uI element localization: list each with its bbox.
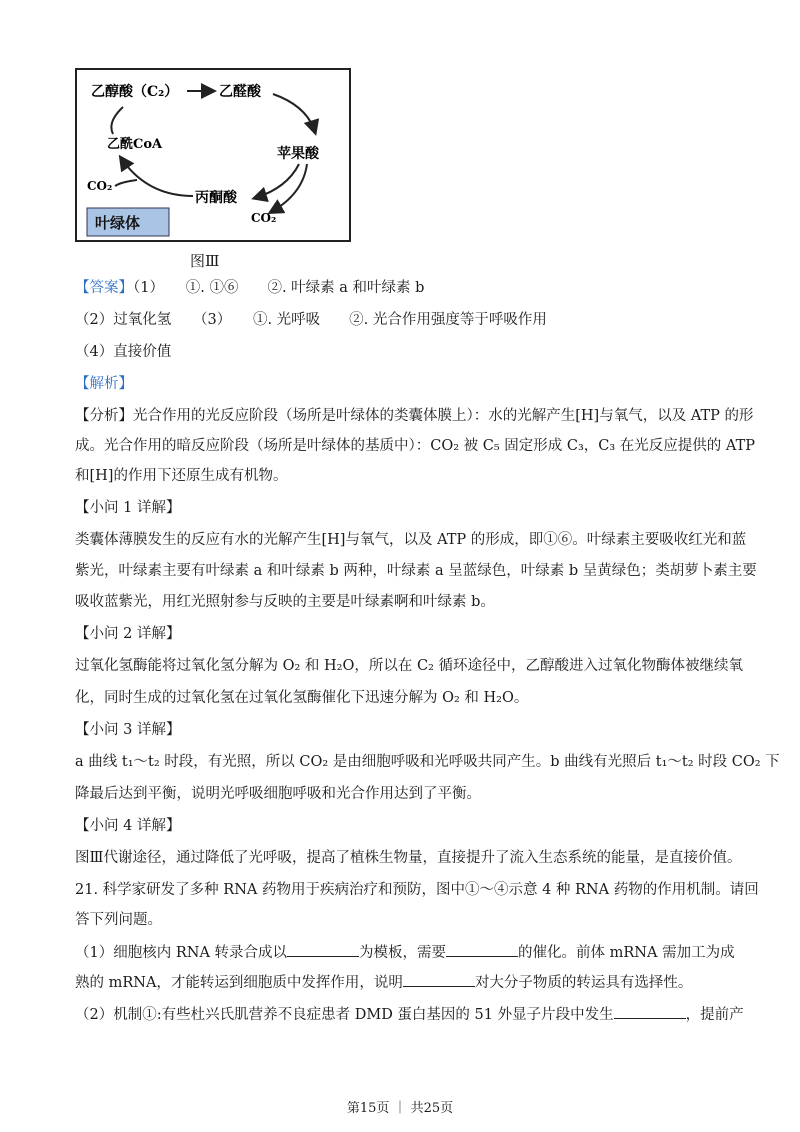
blank-3[interactable] bbox=[403, 972, 475, 987]
answer-line-2: （2）过氧化氢 （3） ①. 光呼吸 ②. 光合作用强度等于呼吸作用 bbox=[75, 312, 547, 328]
node-glycolate: 乙醇酸（C₂） bbox=[91, 84, 179, 100]
node-co2-bottom: CO₂ bbox=[251, 211, 277, 225]
node-glyoxylate: 乙醛酸 bbox=[219, 84, 261, 100]
node-malate: 苹果酸 bbox=[277, 146, 319, 162]
q2-line-1: 过氧化氢酶能将过氧化氢分解为 O₂ 和 H₂O，所以在 C₂ 循环途径中，乙醇酸进入过氧化物酶体被继续氧 bbox=[75, 658, 743, 674]
q2-title: 【小问 2 详解】 bbox=[75, 626, 181, 642]
q3-line-2: 降最后达到平衡，说明光呼吸细胞呼吸和光合作用达到了平衡。 bbox=[75, 786, 481, 802]
figure-caption: 图Ⅲ bbox=[190, 252, 220, 270]
q4-title: 【小问 4 详解】 bbox=[75, 818, 181, 834]
analysis-line-3: 和[H]的作用下还原生成有机物。 bbox=[75, 468, 288, 484]
q3-title: 【小问 3 详解】 bbox=[75, 722, 181, 738]
q3-line-1: a 曲线 t₁～t₂ 时段，有光照，所以 CO₂ 是由细胞呼吸和光呼吸共同产生。b 曲线有光照后 t₁～t₂ 时段 CO₂ 下 bbox=[75, 754, 780, 770]
chloroplast-label: 叶绿体 bbox=[95, 214, 141, 232]
arrow-malate-pyruvate bbox=[255, 164, 299, 198]
node-pyruvate: 丙酮酸 bbox=[195, 190, 237, 206]
blank-4[interactable] bbox=[614, 1004, 686, 1019]
node-acetyl-coa: 乙酰CoA bbox=[107, 137, 163, 152]
answer-line-1: 【答案】（1） ①. ①⑥ ②. 叶绿素 a 和叶绿素 b bbox=[75, 280, 425, 296]
analysis-line-1: 【分析】光合作用的光反应阶段（场所是叶绿体的类囊体膜上）：水的光解产生[H]与氧气，以及 ATP 的形 bbox=[75, 408, 754, 424]
page-footer: 第15页 ｜ 共25页 bbox=[346, 1101, 454, 1116]
q1-line-1: 类囊体薄膜发生的反应有水的光解产生[H]与氧气，以及 ATP 的形成，即①⑥。叶绿素主要吸收红光和蓝 bbox=[75, 532, 747, 548]
arrow-co2-left bbox=[115, 180, 137, 186]
q1-title: 【小问 1 详解】 bbox=[75, 500, 181, 516]
q21-line-2: 答下列问题。 bbox=[75, 912, 162, 928]
answer-line-3: （4）直接价值 bbox=[75, 344, 172, 360]
q2-line-2: 化，同时生成的过氧化氢在过氧化氢酶催化下迅速分解为 O₂ 和 H₂O。 bbox=[75, 690, 529, 706]
cycle-diagram bbox=[77, 70, 349, 240]
blank-1[interactable] bbox=[287, 942, 359, 957]
arrow-glyoxylate-malate bbox=[273, 94, 315, 132]
analysis-label: 【解析】 bbox=[75, 376, 133, 392]
answer-label: 【答案】 bbox=[75, 280, 133, 296]
q1-line-3: 吸收蓝紫光，用红光照射参与反映的主要是叶绿素啊和叶绿素 b。 bbox=[75, 594, 495, 610]
node-co2-left: CO₂ bbox=[87, 179, 113, 193]
arrow-pyruvate-acetylcoa bbox=[121, 158, 193, 196]
blank-2[interactable] bbox=[446, 942, 518, 957]
q1-line-2: 紫光，叶绿素主要有叶绿素 a 和叶绿素 b 两种，叶绿素 a 呈蓝绿色，叶绿素 b 呈黄绿色；类胡萝卜素主要 bbox=[75, 563, 757, 579]
arrow-acetylcoa-glycolate bbox=[111, 107, 123, 134]
q21-line-3: （1）细胞核内 RNA 转录合成以 为模板，需要 的催化。前体 mRNA 需加工为成 bbox=[75, 942, 735, 963]
q21-line-5: （2）机制①:有些杜兴氏肌营养不良症患者 DMD 蛋白基因的 51 外显子片段中发生 ，提前产 bbox=[75, 1004, 744, 1025]
analysis-line-2: 成。光合作用的暗反应阶段（场所是叶绿体的基质中）：CO₂ 被 C₅ 固定形成 C₃，C₃ 在光反应提供的 ATP bbox=[75, 438, 756, 454]
q21-line-4: 熟的 mRNA，才能转运到细胞质中发挥作用，说明 对大分子物质的转运具有选择性。 bbox=[75, 972, 692, 993]
figure-iii bbox=[75, 68, 351, 242]
q4-line-1: 图Ⅲ代谢途径，通过降低了光呼吸，提高了植株生物量，直接提升了流入生态系统的能量，是直接价值。 bbox=[75, 850, 742, 866]
q21-line-1: 21. 科学家研发了多种 RNA 药物用于疾病治疗和预防，图中①～④示意 4 种 RNA 药物的作用机制。请回 bbox=[75, 882, 759, 898]
